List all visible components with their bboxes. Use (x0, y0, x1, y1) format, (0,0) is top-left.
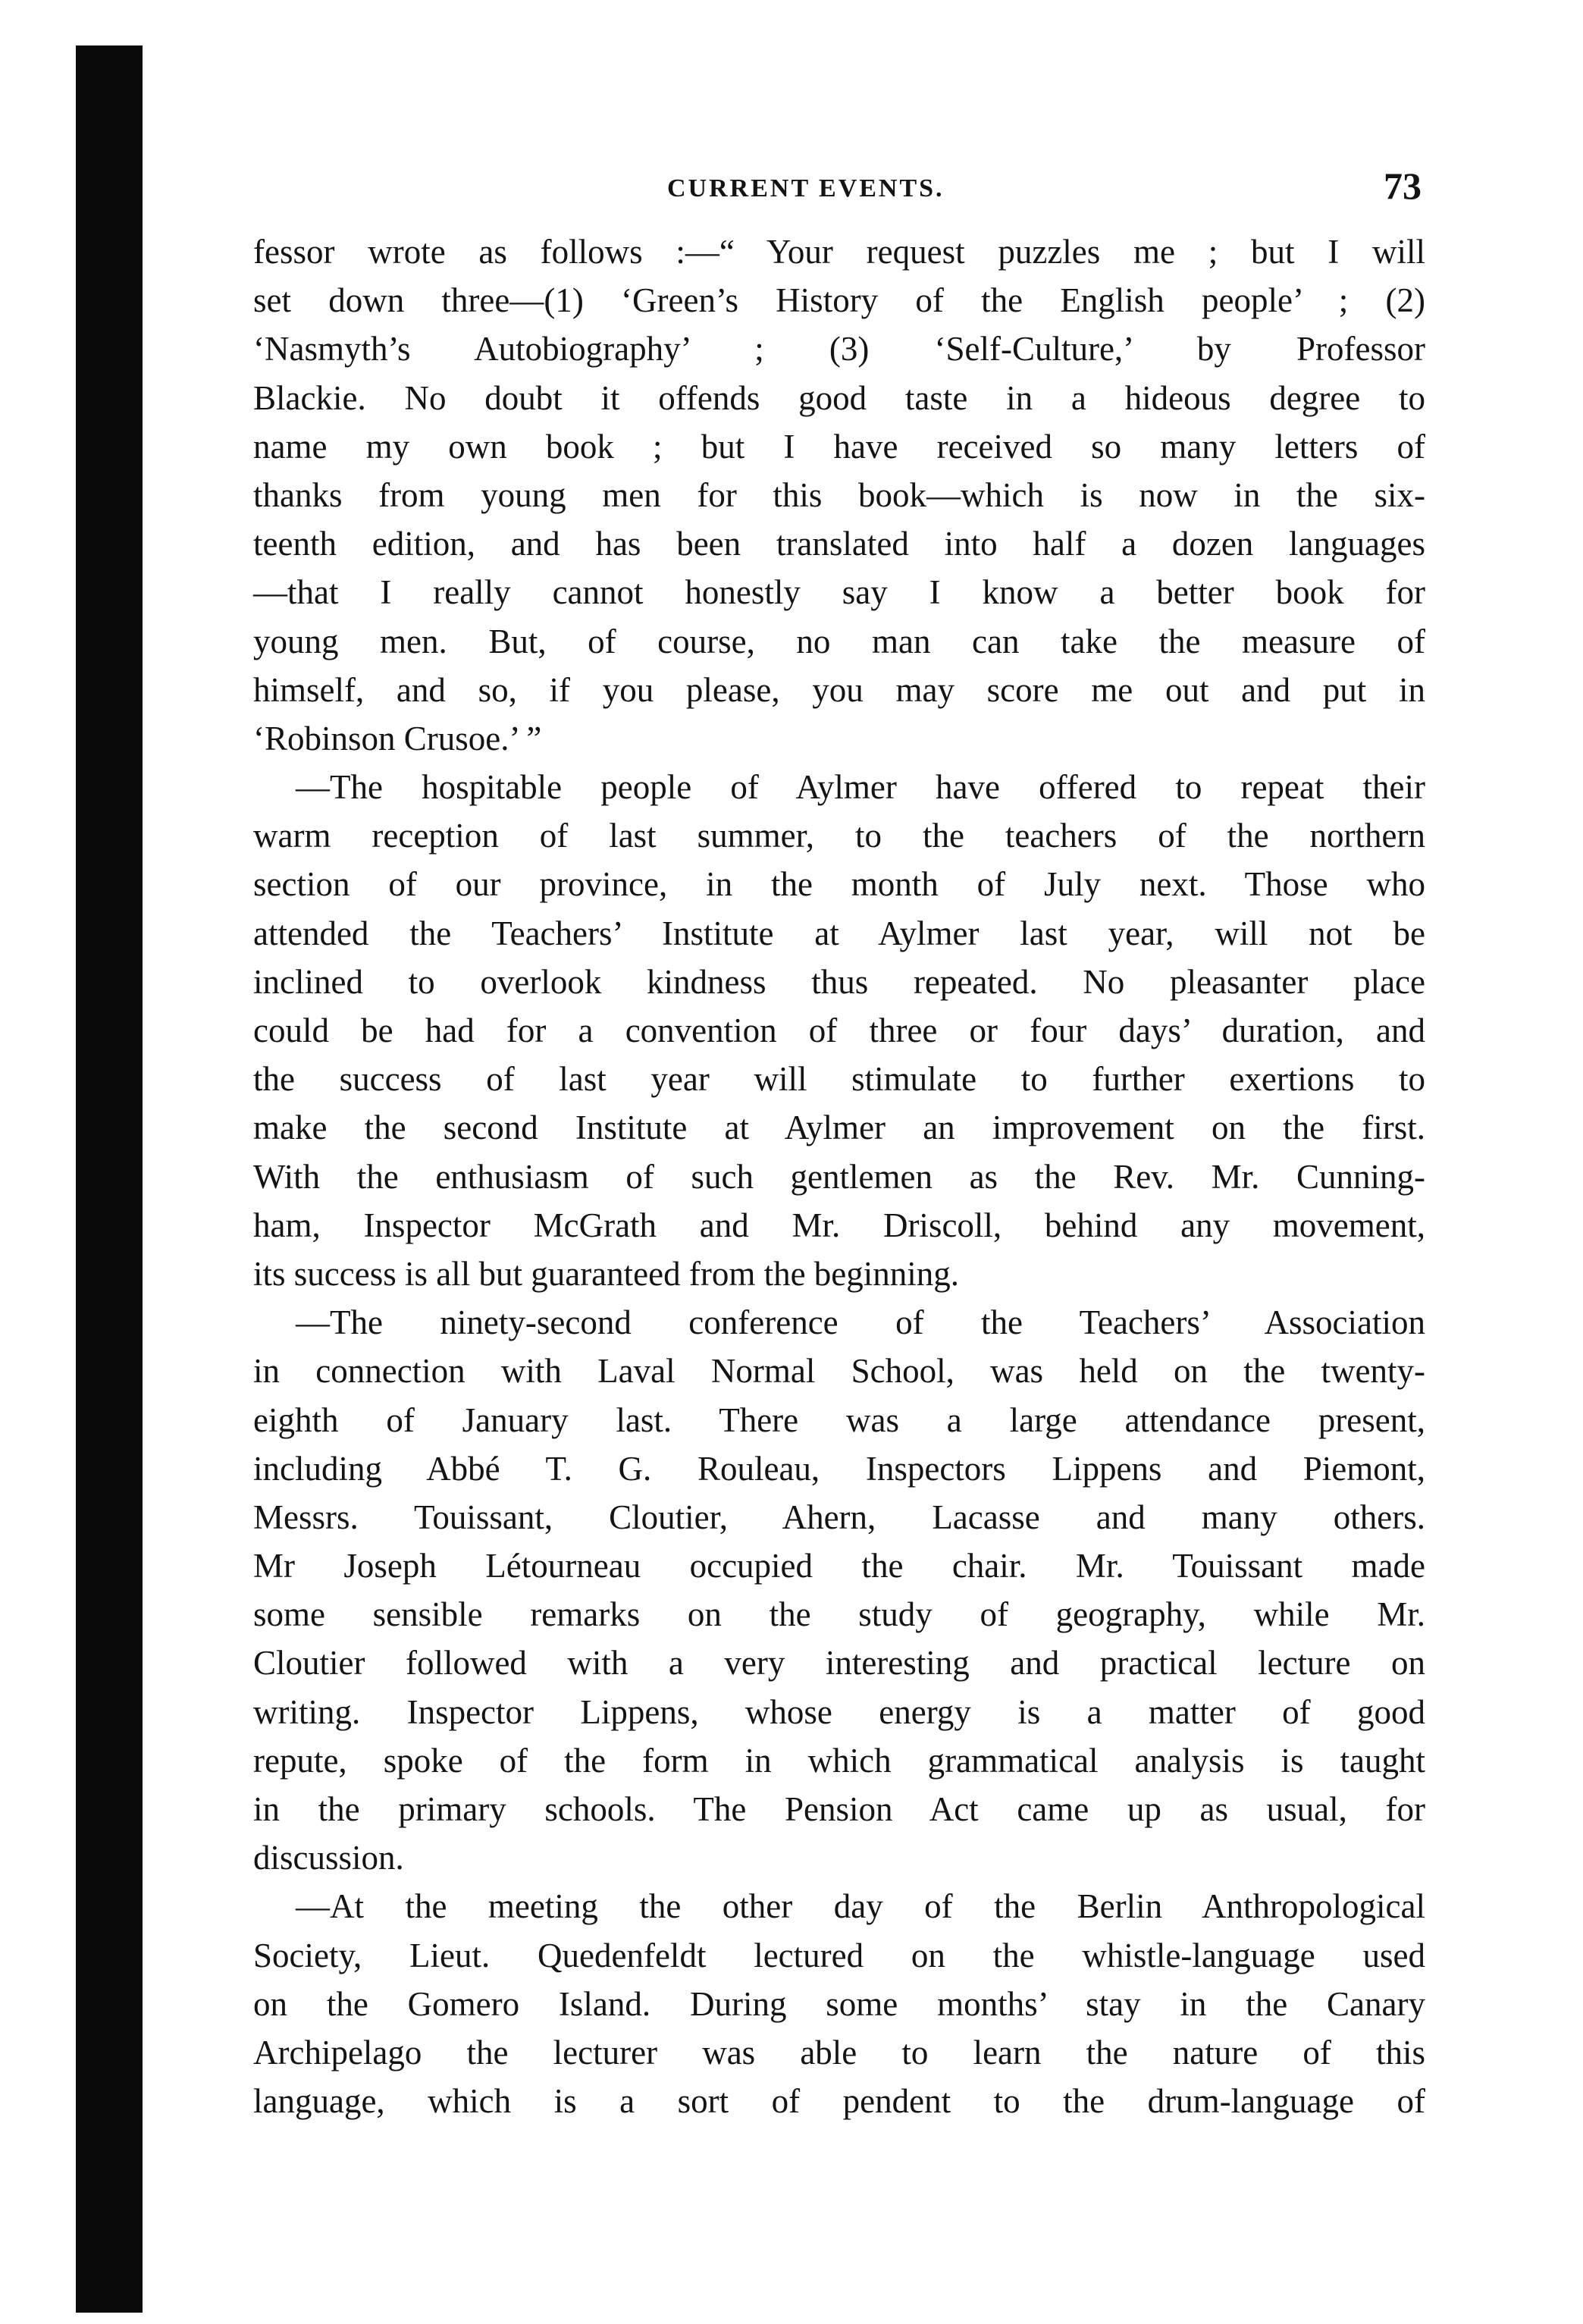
text-line: ‘Nasmyth’s Autobiography’ ; (3) ‘Self-Culture,’ by Professor (253, 330, 1425, 369)
text-line: language, which is a sort of pendent to the drum-language of (253, 2082, 1425, 2121)
paragraph-start: —At the meeting the other day of the Berlin Anthropological (296, 1887, 1425, 1926)
text-line: including Abbé T. G. Rouleau, Inspectors Lippens and Piemont, (253, 1449, 1425, 1488)
text-line: in the primary schools. The Pension Act came up as usual, for (253, 1790, 1425, 1828)
text-line: thanks from young men for this book—which is now in the six- (253, 475, 1425, 514)
text-line: inclined to overlook kindness thus repeated. No pleasanter place (253, 962, 1425, 1001)
text-line: ‘Robinson Crusoe.’ ” (253, 719, 542, 757)
text-line: teenth edition, and has been translated into half a dozen languages (253, 525, 1425, 563)
text-line: some sensible remarks on the study of geography, while Mr. (253, 1595, 1425, 1634)
paragraph-start: —The ninety-second conference of the Teachers’ Association (296, 1303, 1425, 1342)
text-line: himself, and so, if you please, you may score me out and put in (253, 670, 1425, 709)
text-line: ham, Inspector McGrath and Mr. Driscoll, behind any movement, (253, 1206, 1425, 1244)
text-line: discussion. (253, 1839, 404, 1877)
text-line: Blackie. No doubt it offends good taste in a hideous degree to (253, 378, 1425, 417)
text-line: attended the Teachers’ Institute at Aylmer last year, will not be (253, 914, 1425, 952)
running-header (667, 164, 1425, 209)
text-line: section of our province, in the month of July next. Those who (253, 865, 1425, 904)
text-line: set down three—(1) ‘Green’s History of the English people’ ; (2) (253, 281, 1425, 320)
text-line: make the second Institute at Aylmer an improvement on the first. (253, 1109, 1425, 1147)
paragraph-start: —The hospitable people of Aylmer have offered to repeat their (296, 768, 1425, 807)
text-line: its success is all but guaranteed from the beginning. (253, 1254, 960, 1293)
text-line: Archipelago the lecturer was able to learn the nature of this (253, 2033, 1425, 2072)
text-line: the success of last year will stimulate to further exertions to (253, 1060, 1425, 1099)
text-line: Society, Lieut. Quedenfeldt lectured on the whistle-language used (253, 1936, 1425, 1974)
text-line: in connection with Laval Normal School, was held on the twenty- (253, 1352, 1425, 1391)
page-binding-edge (76, 45, 143, 2313)
running-title: CURRENT EVENTS. (667, 174, 945, 202)
text-line: young men. But, of course, no man can take the measure of (253, 622, 1425, 660)
body-text (253, 227, 1425, 2244)
text-line: writing. Inspector Lippens, whose energy is a matter of good (253, 1692, 1425, 1731)
text-line: With the enthusiasm of such gentlemen as the Rev. Mr. Cunning- (253, 1157, 1425, 1196)
text-line: fessor wrote as follows :—“ Your request puzzles me ; but I will (253, 233, 1425, 271)
text-line: Mr Joseph Létourneau occupied the chair. Mr. Touissant made (253, 1547, 1425, 1585)
text-line: could be had for a convention of three or four days’ duration, and (253, 1011, 1425, 1049)
text-line: Cloutier followed with a very interesting and practical lecture on (253, 1644, 1425, 1683)
text-line: Messrs. Touissant, Cloutier, Ahern, Lacasse and many others. (253, 1498, 1425, 1536)
text-line: eighth of January last. There was a large attendance present, (253, 1400, 1425, 1439)
text-line: on the Gomero Island. During some months’ stay in the Canary (253, 1984, 1425, 2023)
text-line: name my own book ; but I have received so many letters of (253, 427, 1425, 466)
text-line: repute, spoke of the form in which grammatical analysis is taught (253, 1741, 1425, 1780)
page-number: 73 (1384, 165, 1422, 207)
text-line: —that I really cannot honestly say I know a better book for (253, 573, 1425, 612)
text-line: warm reception of last summer, to the teachers of the northern (253, 817, 1425, 855)
